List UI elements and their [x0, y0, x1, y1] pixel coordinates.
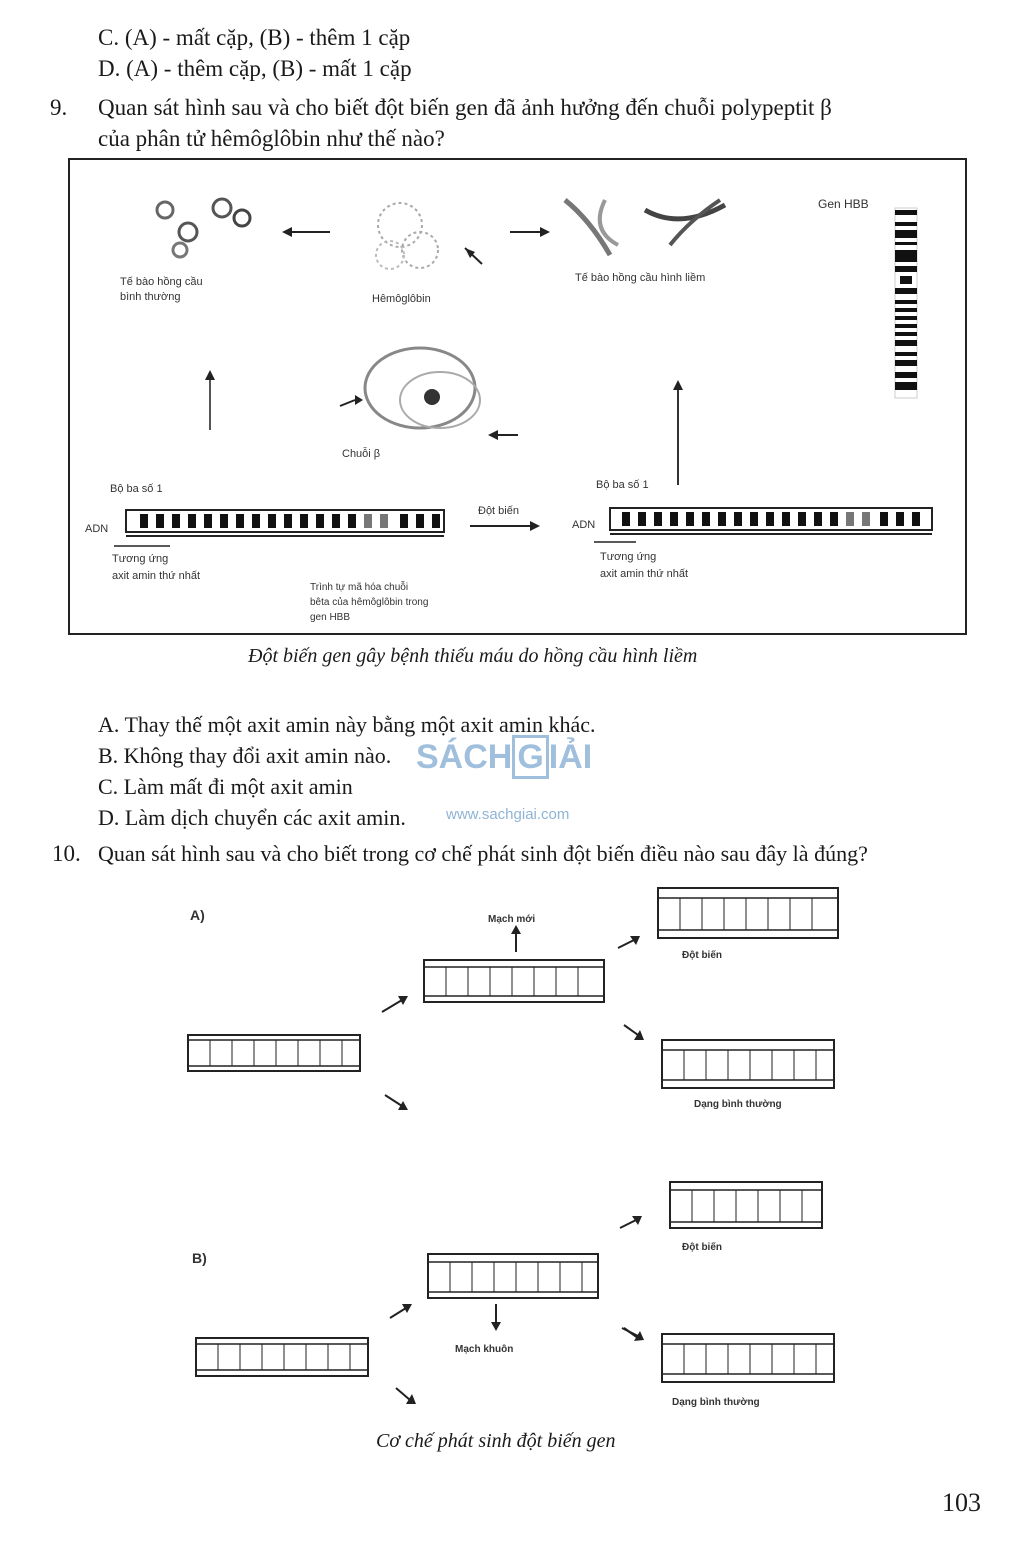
- dna-a-normal: [662, 1040, 834, 1088]
- normal-cells-label-2: bình thường: [120, 291, 181, 303]
- codon1-left-label: Bộ ba số 1: [110, 483, 163, 495]
- new-strand-label: Mạch mới: [488, 914, 536, 925]
- prev-option-c: C. (A) - mất cặp, (B) - thêm 1 cặp: [98, 25, 411, 50]
- normal-b-label: Dạng bình thường: [672, 1397, 760, 1408]
- q9-figure: [68, 158, 967, 635]
- chromosome-icon: [895, 208, 917, 398]
- beta-chain-icon: [365, 348, 480, 428]
- first-aa-right-2: axit amin thứ nhất: [600, 568, 689, 580]
- q10-caption: Cơ chế phát sinh đột biến gen: [376, 1430, 616, 1452]
- prev-option-d: D. (A) - thêm cặp, (B) - mất 1 cặp: [98, 56, 412, 81]
- q9-number: 9.: [50, 95, 68, 120]
- sickle-cell-diagram: [70, 160, 965, 633]
- watermark-brand: [416, 738, 592, 777]
- q9-text-line2: của phân tử hêmôglôbin như thế nào?: [98, 126, 445, 151]
- mutation-b-label: Đột biến: [682, 1242, 722, 1253]
- dna-b-original: [196, 1338, 368, 1376]
- dna-strand-right: [610, 508, 932, 534]
- watermark-brand-right: IẢI: [548, 738, 593, 776]
- q9-option-a: A. Thay thế một axit amin này bằng một axit amin khác.: [98, 712, 596, 737]
- panel-b-label: B): [192, 1250, 207, 1266]
- q10-number: 10.: [52, 841, 81, 866]
- first-aa-right-1: Tương ứng: [600, 551, 657, 563]
- beta-chain-label: Chuỗi β: [342, 448, 381, 460]
- mutation-mechanism-diagram: [0, 880, 1024, 1440]
- dna-b-replicating: [428, 1254, 598, 1298]
- gene-hbb-label: Gen HBB: [818, 197, 869, 211]
- q10-text: Quan sát hình sau và cho biết trong cơ chế phát sinh đột biến điều nào sau đây là đúng?: [98, 841, 868, 866]
- first-aa-left-2: axit amin thứ nhất: [112, 570, 201, 582]
- q9-caption: Đột biến gen gây bệnh thiếu máu do hồng cầu hình liềm: [248, 645, 698, 667]
- dna-a-mutant: [658, 888, 838, 938]
- hemoglobin-label: Hêmôglôbin: [372, 293, 431, 305]
- coding-seq-3: gen HBB: [310, 612, 351, 623]
- adn-left-label: ADN: [85, 523, 109, 535]
- watermark-brand-left: SÁCH: [416, 738, 513, 776]
- watermark-url: www.sachgiai.com: [446, 806, 570, 823]
- dna-a-replicating: [424, 960, 604, 1002]
- normal-cells-icon: [157, 199, 250, 257]
- hemoglobin-icon: [376, 203, 438, 269]
- dna-a-original: [188, 1035, 360, 1071]
- adn-right-label: ADN: [572, 519, 596, 531]
- coding-seq-1: Trình tự mã hóa chuỗi: [310, 582, 409, 593]
- sickle-cells-icon: [565, 200, 725, 255]
- q9-text-line1: Quan sát hình sau và cho biết đột biến gen đã ảnh hưởng đến chuỗi polypeptit β: [98, 95, 832, 120]
- sickle-cells-label: Tế bào hồng cầu hình liềm: [575, 272, 706, 284]
- mutation-label: Đột biến: [478, 505, 519, 517]
- normal-a-label: Dạng bình thường: [694, 1099, 782, 1110]
- first-aa-left-1: Tương ứng: [112, 553, 169, 565]
- dna-b-mutant: [670, 1182, 822, 1228]
- dna-b-normal: [662, 1334, 834, 1382]
- codon1-right-label: Bộ ba số 1: [596, 479, 649, 491]
- mutation-a-label: Đột biến: [682, 950, 722, 961]
- panel-a-label: A): [190, 907, 205, 923]
- q9-option-d: D. Làm dịch chuyển các axit amin.: [98, 805, 406, 830]
- q9-option-b: B. Không thay đổi axit amin nào.: [98, 743, 392, 768]
- page-number: 103: [942, 1488, 981, 1517]
- q9-option-c: C. Làm mất đi một axit amin: [98, 774, 353, 799]
- watermark-brand-g: G: [512, 735, 548, 779]
- template-strand-label: Mạch khuôn: [455, 1344, 514, 1355]
- normal-cells-label-1: Tế bào hồng cầu: [120, 276, 203, 288]
- coding-seq-2: bêta của hêmôglôbin trong: [310, 597, 429, 608]
- dna-strand-left: [126, 510, 444, 536]
